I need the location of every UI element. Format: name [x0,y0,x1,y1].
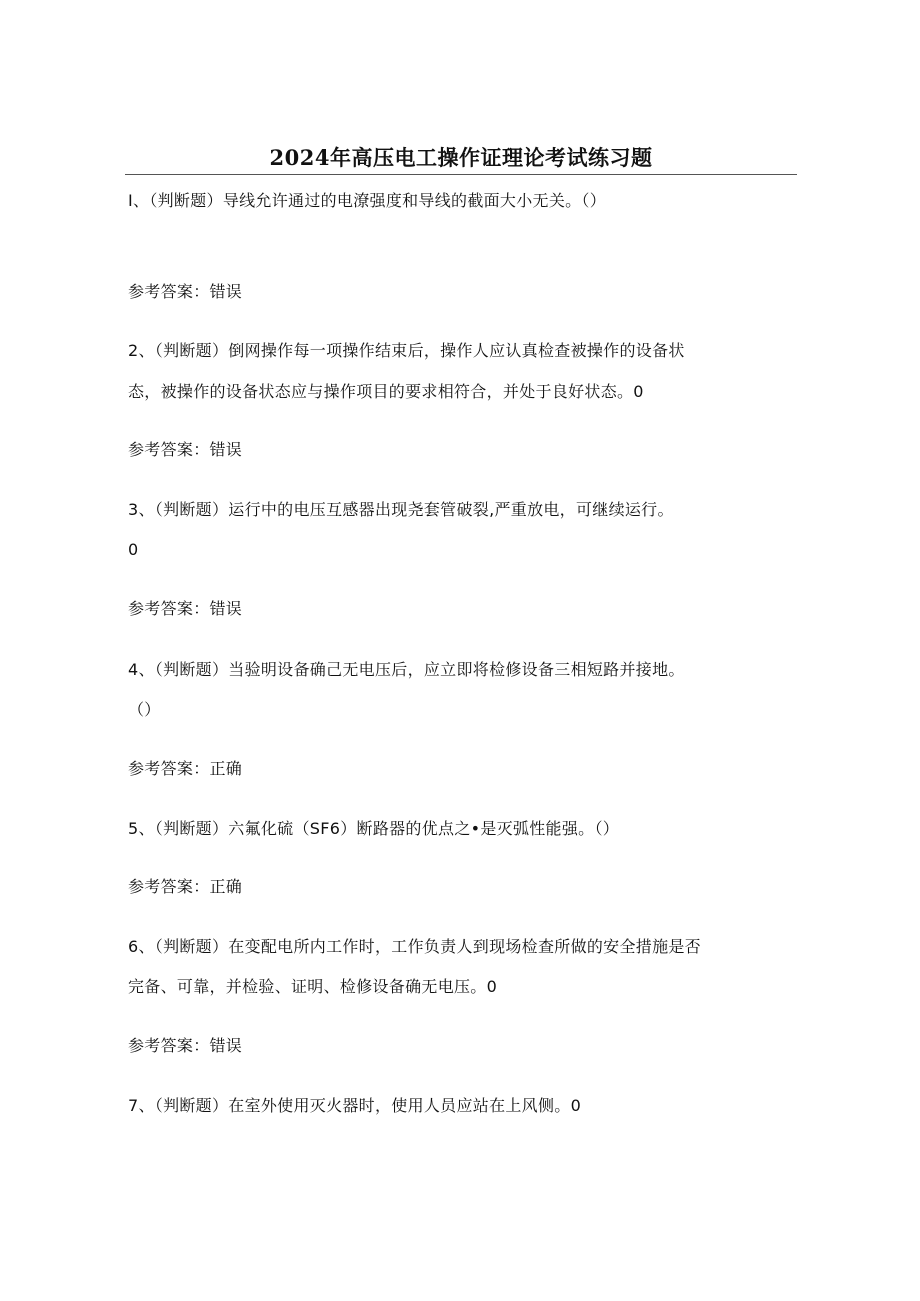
answer-1: 参考答案：错误 [128,282,243,301]
question-4-text-line-2: （） [128,700,161,719]
question-6-text-line-1: 6、（判断题）在变配电所内工作时，工作负责人到现场检查所做的安全措施是否 [128,937,701,956]
answer-4: 参考答案：正确 [128,759,243,778]
question-7-text: 7、（判断题）在室外使用灭火器时，使用人员应站在上风侧。0 [128,1096,582,1115]
document-title: 2024年高压电工操作证理论考试练习题 [269,145,653,170]
question-3-text-line-1: 3、（判断题）运行中的电压互感器出现尧套管破裂,严重放电，可继续运行。 [128,500,674,519]
question-3-text-line-2: 0 [128,540,139,559]
question-2-text-line-1: 2、（判断题）倒网操作每一项操作结束后，操作人应认真检查被操作的设备状 [128,341,685,360]
question-4-text-line-1: 4、（判断题）当验明设备确己无电压后，应立即将检修设备三相短路并接地。 [128,660,685,679]
question-2-text-line-2: 态，被操作的设备状态应与操作项目的要求相符合，并处于良好状态。0 [128,382,644,401]
question-1-text: I、（判断题）导线允许通过的电潦强度和导线的截面大小无关。（） [128,191,607,210]
question-6-text-line-2: 完备、可靠，并检验、证明、检修设备确无电压。0 [128,977,498,996]
title-underline [125,174,797,175]
answer-2: 参考答案：错误 [128,440,243,459]
answer-5: 参考答案：正确 [128,877,243,896]
question-5-text: 5、（判断题）六氟化硫（SF6）断路器的优点之•是灭弧性能强。（） [128,819,620,838]
answer-3: 参考答案：错误 [128,599,243,618]
answer-6: 参考答案：错误 [128,1036,243,1055]
